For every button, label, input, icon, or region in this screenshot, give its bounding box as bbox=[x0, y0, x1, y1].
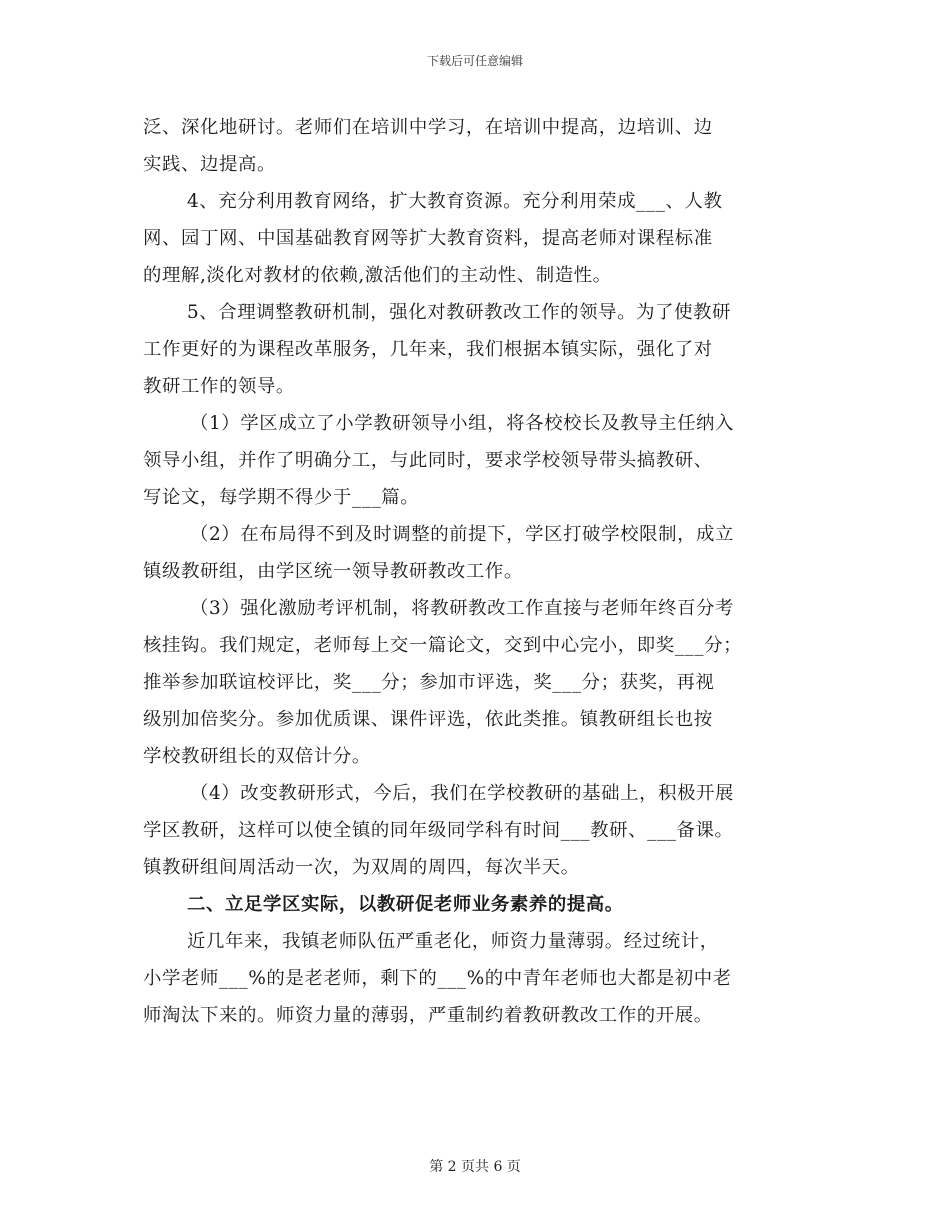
paragraph-line: 师淘汰下来的。师资力量的薄弱，严重制约着教研教改工作的开展。 bbox=[143, 1005, 713, 1026]
paragraph-line: 学区教研，这样可以使全镇的同年级同学科有时间___教研、___备课。 bbox=[143, 820, 734, 841]
paragraph-line: 镇级教研组，由学区统一领导教研教改工作。 bbox=[143, 561, 523, 582]
paragraph-line: 工作更好的为课程改革服务，几年来，我们根据本镇实际，强化了对 bbox=[143, 339, 713, 360]
paragraph-line: 镇教研组间周活动一次，为双周的周四，每次半天。 bbox=[143, 857, 580, 878]
paragraph-line: （2）在布局得不到及时调整的前提下，学区打破学校限制，成立 bbox=[190, 524, 735, 545]
paragraph-line: （4）改变教研形式，今后，我们在学校教研的基础上，积极开展 bbox=[190, 783, 735, 804]
paragraph-line: 级别加倍奖分。参加优质课、课件评选，依此类推。镇教研组长也按 bbox=[143, 709, 713, 730]
paragraph-line: 教研工作的领导。 bbox=[143, 376, 295, 397]
paragraph-line: 4、充分利用教育网络，扩大教育资源。充分利用荣成___、人教 bbox=[187, 191, 723, 212]
paragraph-line: 5、合理调整教研机制，强化对教研教改工作的领导。为了使教研 bbox=[187, 302, 732, 323]
page-header: 下载后可任意编辑 bbox=[426, 54, 523, 68]
paragraph-line: 推举参加联谊校评比，奖___分；参加市评选，奖___分；获奖，再视 bbox=[143, 672, 715, 693]
paragraph-line: 的理解,淡化对教材的依赖,激活他们的主动性、制造性。 bbox=[143, 265, 612, 286]
paragraph-line: 网、园丁网、中国基础教育网等扩大教育资料，提高老师对课程标准 bbox=[143, 228, 713, 249]
paragraph-line: 小学老师___%的是老老师，剩下的___%的中青年老师也大都是初中老 bbox=[143, 968, 732, 989]
paragraph-line: 近几年来，我镇老师队伍严重老化，师资力量薄弱。经过统计， bbox=[187, 931, 719, 952]
document-body bbox=[143, 109, 813, 1034]
paragraph-line: 泛、深化地研讨。老师们在培训中学习，在培训中提高，边培训、边 bbox=[143, 117, 713, 138]
paragraph-line: 核挂钩。我们规定，老师每上交一篇论文，交到中心完小，即奖___分； bbox=[143, 635, 743, 656]
paragraph-line: （3）强化激励考评机制，将教研教改工作直接与老师年终百分考 bbox=[190, 598, 735, 619]
paragraph-line: 实践、边提高。 bbox=[143, 154, 276, 175]
paragraph-line: （1）学区成立了小学教研领导小组，将各校校长及教导主任纳入 bbox=[190, 413, 735, 434]
paragraph-line: 学校教研组长的双倍计分。 bbox=[143, 746, 371, 767]
paragraph-line: 领导小组，并作了明确分工，与此同时，要求学校领导带头搞教研、 bbox=[143, 450, 713, 471]
paragraph-line: 写论文，每学期不得少于___篇。 bbox=[143, 487, 420, 508]
section-heading: 二、立足学区实际，以教研促老师业务素养的提高。 bbox=[187, 894, 624, 915]
page-number-footer: 第 2 页共 6 页 bbox=[429, 1159, 521, 1175]
